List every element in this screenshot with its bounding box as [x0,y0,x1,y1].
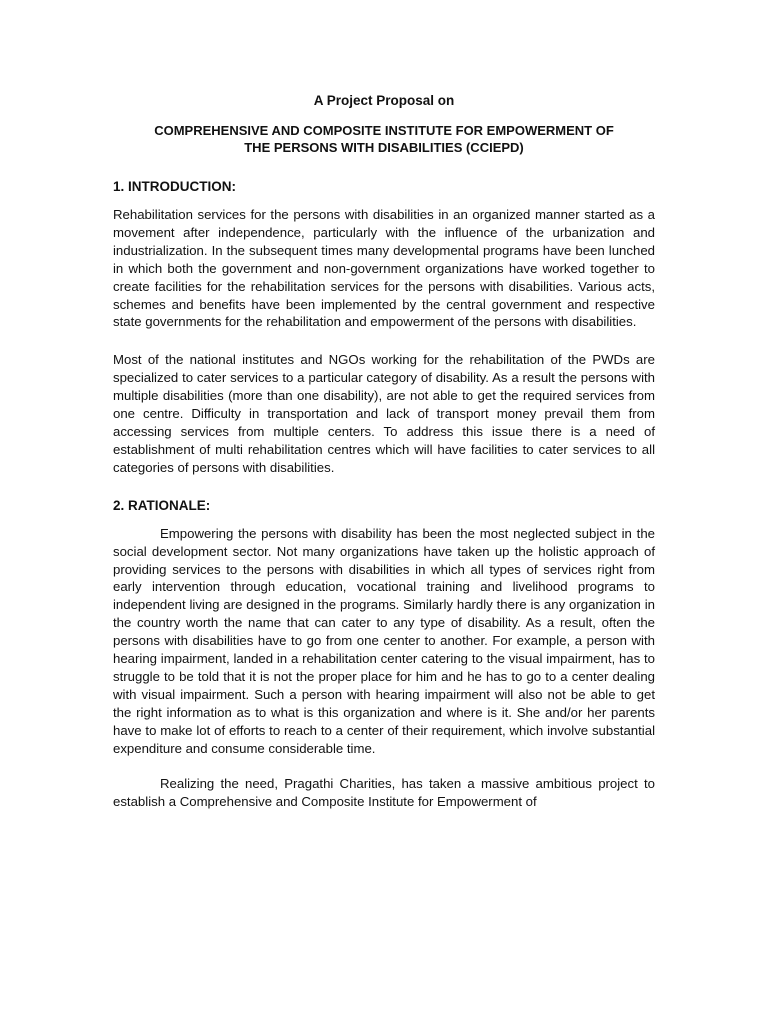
document-subtitle-line-1: COMPREHENSIVE AND COMPOSITE INSTITUTE FOR EMPOWERMENT OF [154,123,614,138]
document-title: A Project Proposal on [313,93,455,108]
rationale-paragraph-2: Realizing the need, Pragathi Charities, has taken a massive ambitious project to establish a Comprehensive and Composite Institute for Empowerment of [113,776,655,810]
rationale-paragraph-1: Empowering the persons with disability has been the most neglected subject in the social development sector. Not many organizations have taken up the holistic approach of providing services to the persons with disabilities in which all types of services right from early intervention through education, vocational training and livelihood programs to independent living are designed in the programs. Similarly hardly there is any organization in the country worth the name that can cater to any type of disability. As a result, often the persons with disabilities have to go from one center to another. For example, a person with hearing impairment, landed in a rehabilitation center catering to the visual impairment, has to struggle to be told that it is not the proper place for him and he has to go to a center dealing with visual impairment. Such a person with hearing impairment will also not be able to get the right information as to what is this organization and where is it. She and/or her parents have to make lot of efforts to reach to a center of their requirement, which involve substantial expenditure and consume considerable time. [113,525,655,756]
section-heading-rationale: 2. RATIONALE: [113,497,211,513]
document-page [113,92,655,829]
document-subtitle [113,122,655,156]
introduction-paragraph-1: Rehabilitation services for the persons with disabilities in an organized manner started as a movement after independence, particularly with the influence of the urbanization and industrialization. In the subsequent times many developmental programs have been lunched in which both the government and non-government organizations have worked together to create facilities for the rehabilitation services for the persons with disabilities. Various acts, schemes and benefits have been implemented by the central government and respective state governments for the rehabilitation and empowerment of the persons with disabilities. [113,207,655,330]
document-subtitle-line-2: THE PERSONS WITH DISABILITIES (CCIEPD) [244,140,524,155]
introduction-paragraph-2: Most of the national institutes and NGOs working for the rehabilitation of the PWDs are specialized to cater services to a particular category of disability. As a result the persons with multiple disabilities (more than one disability), are not able to get the required services from one centre. Difficulty in transportation and lack of transport money prevail them from accessing services from multiple centers. To address this issue there is a need of establishment of multi rehabilitation centres which will have facilities to cater services to all categories of persons with disabilities. [113,352,655,475]
section-heading-introduction: 1. INTRODUCTION: [113,179,236,194]
